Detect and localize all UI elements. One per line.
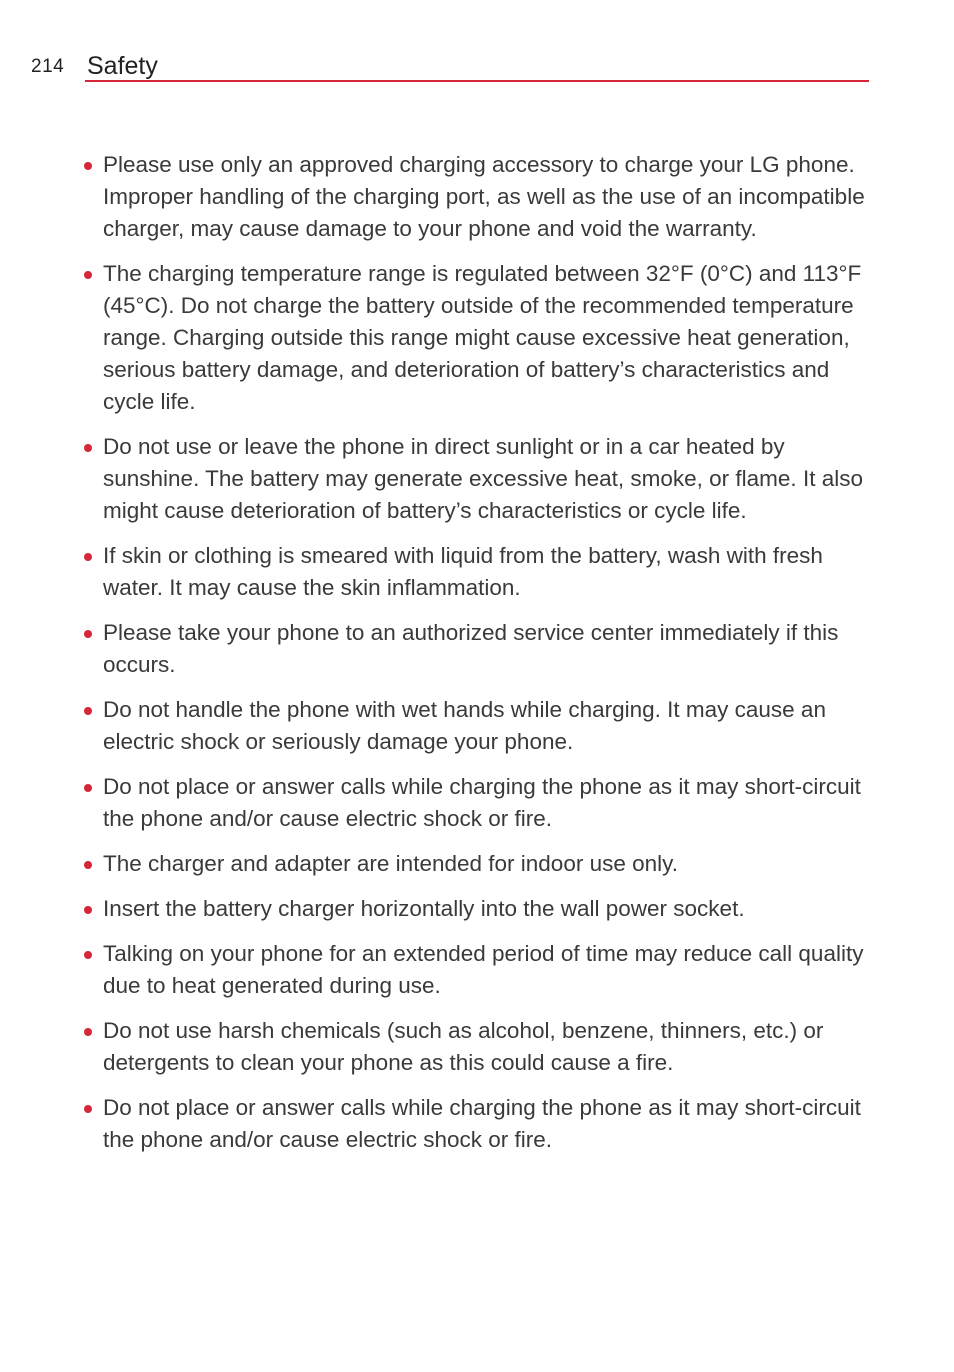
list-item (84, 431, 874, 527)
page-header (0, 0, 954, 90)
list-item (84, 1015, 874, 1079)
list-item (84, 893, 874, 925)
bullet-icon (84, 707, 92, 715)
list-item-text: Insert the battery charger horizontally into the wall power socket. (103, 896, 745, 921)
list-item-text: Do not place or answer calls while charging the phone as it may short-circuit the phone and/or cause electric shock or fire. (103, 1095, 861, 1152)
list-item (84, 149, 874, 245)
bullet-icon (84, 1028, 92, 1036)
list-item-text: Do not handle the phone with wet hands while charging. It may cause an electric shock or seriously damage your phone. (103, 697, 826, 754)
bullet-icon (84, 784, 92, 792)
list-item-text: If skin or clothing is smeared with liquid from the battery, wash with fresh water. It may cause the skin inflammation. (103, 543, 823, 600)
bullet-icon (84, 444, 92, 452)
bullet-icon (84, 271, 92, 279)
list-item (84, 617, 874, 681)
bullet-icon (84, 630, 92, 638)
list-item (84, 771, 874, 835)
list-item (84, 258, 874, 418)
list-item-text: Do not place or answer calls while charging the phone as it may short-circuit the phone and/or cause electric shock or fire. (103, 774, 861, 831)
safety-bullet-list (84, 149, 874, 1169)
list-item (84, 938, 874, 1002)
bullet-icon (84, 861, 92, 869)
list-item (84, 694, 874, 758)
header-divider (85, 80, 869, 82)
bullet-icon (84, 162, 92, 170)
list-item-text: Do not use or leave the phone in direct sunlight or in a car heated by sunshine. The battery may generate excessive heat, smoke, or flame. It also might cause deterioration of battery’s characteristics or cycle life. (103, 434, 863, 523)
list-item-text: Please take your phone to an authorized service center immediately if this occurs. (103, 620, 839, 677)
list-item (84, 540, 874, 604)
list-item-text: The charger and adapter are intended for indoor use only. (103, 851, 678, 876)
bullet-icon (84, 1105, 92, 1113)
bullet-icon (84, 906, 92, 914)
section-title: Safety (87, 52, 158, 80)
list-item-text: Please use only an approved charging accessory to charge your LG phone. Improper handling of the charging port, as well as the use of an incompatible charger, may cause damage to your phone and void the warranty. (103, 152, 865, 241)
bullet-icon (84, 553, 92, 561)
list-item-text: The charging temperature range is regulated between 32°F (0°C) and 113°F (45°C). Do not charge the battery outside of the recommended temperature range. Charging outside this range might cause excessive heat generation, serious battery damage, and deterioration of battery’s characteristics and cycle life. (103, 261, 862, 414)
list-item-text: Do not use harsh chemicals (such as alcohol, benzene, thinners, etc.) or detergents to clean your phone as this could cause a fire. (103, 1018, 824, 1075)
page-number: 214 (31, 56, 65, 77)
list-item (84, 848, 874, 880)
list-item-text: Talking on your phone for an extended period of time may reduce call quality due to heat generated during use. (103, 941, 864, 998)
bullet-icon (84, 951, 92, 959)
list-item (84, 1092, 874, 1156)
